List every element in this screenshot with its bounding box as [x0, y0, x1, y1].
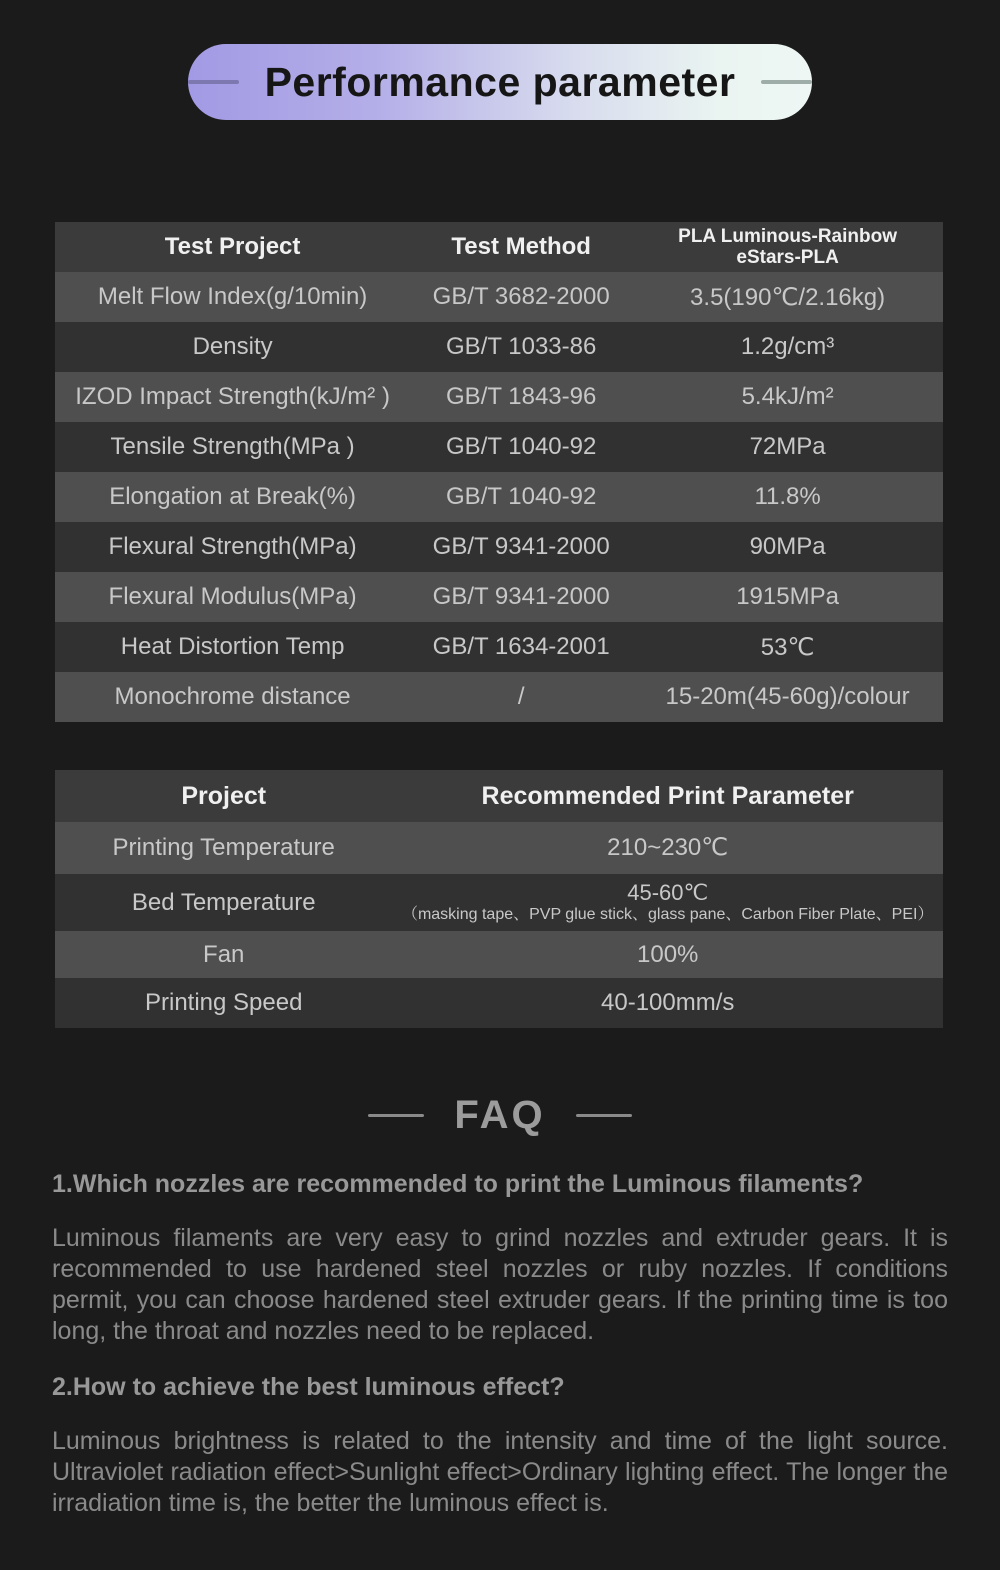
spec-header-test-method: Test Method	[451, 233, 591, 260]
page-title: Performance parameter	[264, 58, 736, 105]
spec-method: GB/T 9341-2000	[432, 583, 610, 610]
print-value	[392, 931, 943, 978]
spec-value: 1915MPa	[736, 583, 839, 610]
print-table-header-row	[55, 770, 943, 822]
table-row	[55, 422, 943, 472]
print-value	[392, 822, 943, 874]
table-row	[55, 874, 943, 931]
spec-value: 72MPa	[749, 433, 826, 460]
print-value-note: （masking tape、PVP glue stick、glass pane、Carbon Fiber Plate、PEI）	[401, 906, 934, 923]
spec-method: GB/T 1634-2001	[432, 633, 610, 660]
spec-table-header-row	[55, 222, 943, 272]
spec-label: Density	[192, 333, 273, 360]
spec-header-material	[632, 222, 943, 272]
spec-method: /	[517, 683, 525, 710]
faq-answer-1: Luminous filaments are very easy to grind nozzles and extruder gears. It is recommended to use hardened steel nozzles or ruby nozzles. If conditions permit, you can choose hardened steel extruder gears. If the printing time is too long, the throat and nozzles need to be replaced.	[52, 1224, 948, 1345]
faq-question-1: 1.Which nozzles are recommended to print the Luminous filaments?	[52, 1170, 864, 1198]
print-header-project: Project	[181, 781, 267, 810]
spec-label: Melt Flow Index(g/10min)	[97, 283, 368, 310]
table-row	[55, 472, 943, 522]
spec-method: GB/T 1033-86	[446, 333, 597, 360]
table-row	[55, 272, 943, 322]
spec-label: Flexural Modulus(MPa)	[108, 583, 357, 610]
spec-label: Heat Distortion Temp	[120, 633, 345, 660]
spec-value: 15-20m(45-60g)/colour	[665, 683, 910, 710]
print-header-parameter: Recommended Print Parameter	[481, 781, 854, 810]
table-row	[55, 622, 943, 672]
spec-value: 1.2g/cm³	[740, 333, 835, 360]
spec-value: 90MPa	[749, 533, 826, 560]
print-table	[55, 770, 943, 1028]
spec-method: GB/T 9341-2000	[432, 533, 610, 560]
faq-dash-left	[368, 1114, 424, 1117]
print-value-main: 45-60℃	[627, 880, 709, 905]
faq-answer-2: Luminous brightness is related to the intensity and time of the light source. Ultraviolet radiation effect>Sunlight effect>Ordinary lighting effect. The longer the irradiation time is, the better the luminous effect is.	[52, 1427, 948, 1517]
table-row	[55, 931, 943, 978]
spec-header-material-line1: PLA Luminous-Rainbow	[678, 226, 897, 247]
spec-label: Monochrome distance	[114, 683, 351, 710]
print-label: Printing Speed	[144, 989, 303, 1016]
table-row	[55, 522, 943, 572]
spec-method: GB/T 1040-92	[446, 433, 597, 460]
title-dash-left	[188, 80, 239, 84]
spec-method: GB/T 1843-96	[446, 383, 597, 410]
table-row	[55, 978, 943, 1028]
spec-value: 3.5(190℃/2.16kg)	[690, 283, 886, 311]
table-row	[55, 672, 943, 722]
spec-value: 11.8%	[754, 483, 821, 510]
spec-header-material-line2: eStars-PLA	[736, 247, 839, 268]
spec-header-test-project: Test Project	[164, 233, 301, 260]
spec-method: GB/T 1040-92	[446, 483, 597, 510]
table-row	[55, 372, 943, 422]
spec-value: 53℃	[760, 633, 815, 661]
print-value-main: 40-100mm/s	[601, 989, 735, 1016]
performance-parameter-banner	[188, 44, 812, 120]
spec-value: 5.4kJ/m²	[741, 383, 834, 410]
table-row	[55, 822, 943, 874]
spec-label: Tensile Strength(MPa )	[110, 433, 355, 460]
faq-title-text: FAQ	[454, 1093, 546, 1137]
print-value	[392, 978, 943, 1028]
print-label: Printing Temperature	[112, 834, 335, 861]
faq-heading	[0, 1093, 1000, 1138]
table-row	[55, 572, 943, 622]
title-dash-right	[761, 80, 812, 84]
spec-label: Flexural Strength(MPa)	[108, 533, 357, 560]
print-value-main: 210~230℃	[607, 834, 729, 861]
print-value-main: 100%	[637, 940, 699, 968]
print-label: Bed Temperature	[131, 888, 316, 916]
print-value	[392, 874, 943, 931]
faq-dash-right	[576, 1114, 632, 1117]
faq-question-2: 2.How to achieve the best luminous effect?	[52, 1373, 565, 1401]
table-row	[55, 322, 943, 372]
spec-label: IZOD Impact Strength(kJ/m² )	[75, 383, 390, 410]
print-label: Fan	[203, 940, 245, 968]
spec-label: Elongation at Break(%)	[109, 483, 356, 510]
spec-table	[55, 222, 943, 722]
spec-method: GB/T 3682-2000	[432, 283, 610, 310]
